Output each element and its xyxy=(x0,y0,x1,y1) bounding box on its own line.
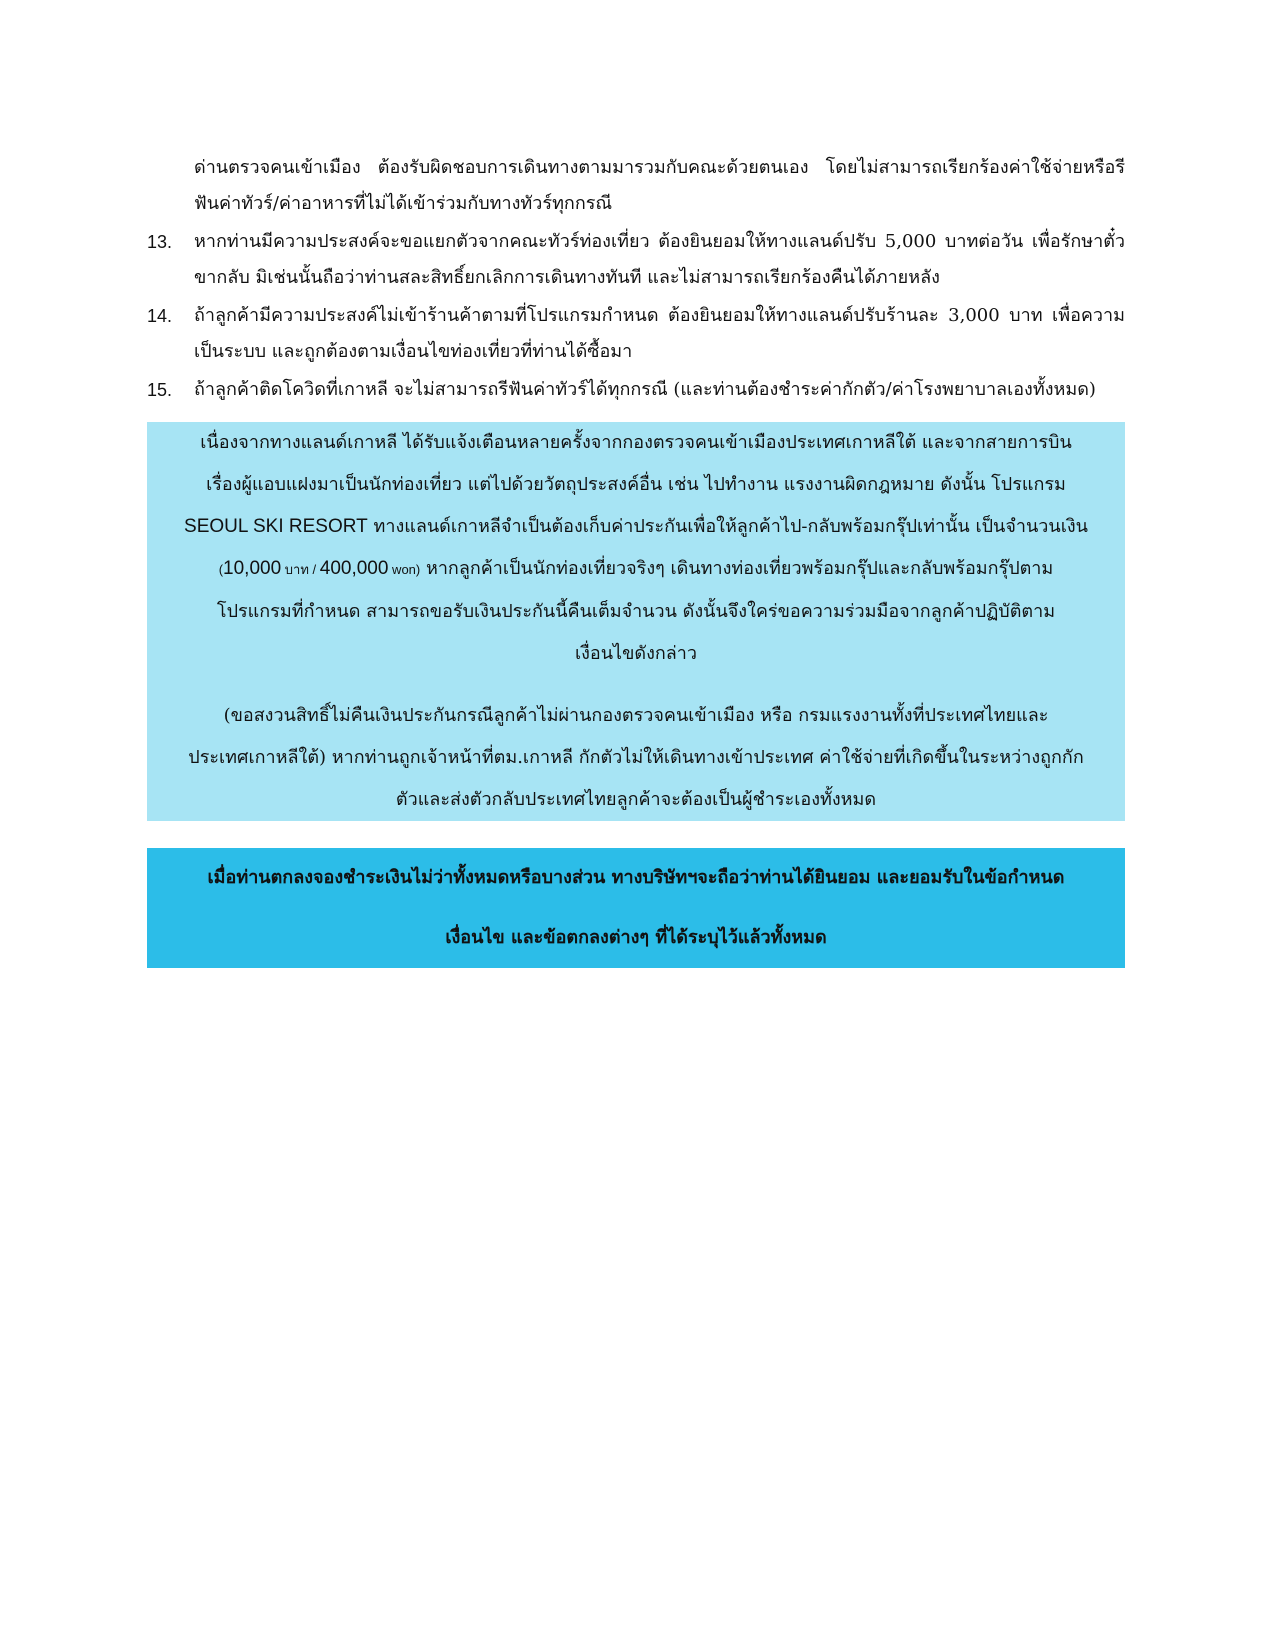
notice-text: ทางแลนด์เกาหลีจำเป็นต้องเก็บค่าประกันเพื่อให้ลูกค้าไป-กลับพร้อมกรุ๊ปเท่านั้น เป็นจำนวนเงิน xyxy=(367,516,1088,537)
item-number: 15. xyxy=(147,380,173,400)
list-item xyxy=(147,298,1125,370)
notice-line: เรื่องผู้แอบแฝงมาเป็นนักท่องเที่ยว แต่ไปด้วยวัตถุประสงค์อื่น เช่น ไปทำงาน แรงงานผิดกฎหมาย ดังนั้น โปรแกรม xyxy=(206,474,1066,495)
notice-line: เงื่อนไขดังกล่าว xyxy=(574,643,698,664)
notice-line xyxy=(147,506,1125,548)
notice-line: โปรแกรมที่กำหนด สามารถขอรับเงินประกันนี้คืนเต็มจำนวน ดังนั้นจึงใคร่ขอความร่วมมือจากลูกค้าปฏิบัติตาม xyxy=(216,601,1056,622)
deposit-thb: 10,000 xyxy=(223,558,282,579)
terms-list xyxy=(147,150,1125,408)
deposit-krw: 400,000 xyxy=(319,558,389,579)
agreement-line: เมื่อท่านตกลงจองชำระเงินไม่ว่าทั้งหมดหรือบางส่วน ทางบริษัทฯจะถือว่าท่านได้ยินยอม และยอมรับในข้อกำหนด xyxy=(207,867,1065,888)
resort-name: SEOUL SKI RESORT xyxy=(184,516,368,537)
deposit-notice-box xyxy=(147,422,1125,821)
agreement-line: เงื่อนไข และข้อตกลงต่างๆ ที่ได้ระบุไว้แล้วทั้งหมด xyxy=(445,927,827,948)
unit-thb: บาท / xyxy=(281,562,320,577)
item-text: ถ้าลูกค้าติดโควิดที่เกาหลี จะไม่สามารถรีฟันค่าทัวร์ได้ทุกกรณี (และท่านต้องชำระค่ากักตัว/ค่าโรงพยาบาลเองทั้งหมด) xyxy=(194,379,1096,400)
item-number: 13. xyxy=(147,232,173,252)
notice-line: ประเทศเกาหลีใต้) หากท่านถูกเจ้าหน้าที่ตม.เกาหลี กักตัวไม่ให้เดินทางเข้าประเทศ ค่าใช้จ่ายที่เกิดขึ้นในระหว่างถูกกัก xyxy=(188,747,1084,768)
notice-text: หากลูกค้าเป็นนักท่องเที่ยวจริงๆ เดินทางท่องเที่ยวพร้อมกรุ๊ปและกลับพร้อมกรุ๊ปตาม xyxy=(420,558,1054,579)
notice-line: (ขอสงวนสิทธิ์ไม่คืนเงินประกันกรณีลูกค้าไม่ผ่านกองตรวจคนเข้าเมือง หรือ กรมแรงงานทั้งที่ประเทศไทยและ xyxy=(223,705,1049,726)
unit-krw: won) xyxy=(388,562,421,577)
item-number: 14. xyxy=(147,306,173,326)
notice-line xyxy=(147,548,1125,591)
notice-line: ตัวและส่งตัวกลับประเทศไทยลูกค้าจะต้องเป็นผู้ชำระเองทั้งหมด xyxy=(395,789,877,810)
list-item xyxy=(147,372,1125,408)
term-continuation: ด่านตรวจคนเข้าเมือง ต้องรับผิดชอบการเดินทางตามมารวมกับคณะด้วยตนเอง โดยไม่สามารถเรียกร้องค่าใช้จ่ายหรือรีฟันค่าทัวร์/ค่าอาหารที่ไม่ได้เข้าร่วมกับทางทัวร์ทุกกรณี xyxy=(194,157,1125,214)
item-text: ถ้าลูกค้ามีความประสงค์ไม่เข้าร้านค้าตามที่โปรแกรมกำหนด ต้องยินยอมให้ทางแลนด์ปรับร้านละ 3,000 บาท เพื่อความเป็นระบบ และถูกต้องตามเงื่อนไขท่องเที่ยวที่ท่านได้ซื้อมา xyxy=(194,305,1125,362)
paren: ( xyxy=(218,562,224,577)
item-text: หากท่านมีความประสงค์จะขอแยกตัวจากคณะทัวร์ท่องเที่ยว ต้องยินยอมให้ทางแลนด์ปรับ 5,000 บาทต่อวัน เพื่อรักษาตั๋วขากลับ มิเช่นนั้นถือว่าท่านสละสิทธิ์ยกเลิกการเดินทางทันที และไม่สามารถเรียกร้องคืนได้ภายหลัง xyxy=(194,231,1125,288)
list-item xyxy=(147,224,1125,296)
agreement-box xyxy=(147,848,1125,968)
notice-line: เนื่องจากทางแลนด์เกาหลี ได้รับแจ้งเตือนหลายครั้งจากกองตรวจคนเข้าเมืองประเทศเกาหลีใต้ และจากสายการบิน xyxy=(200,432,1072,453)
